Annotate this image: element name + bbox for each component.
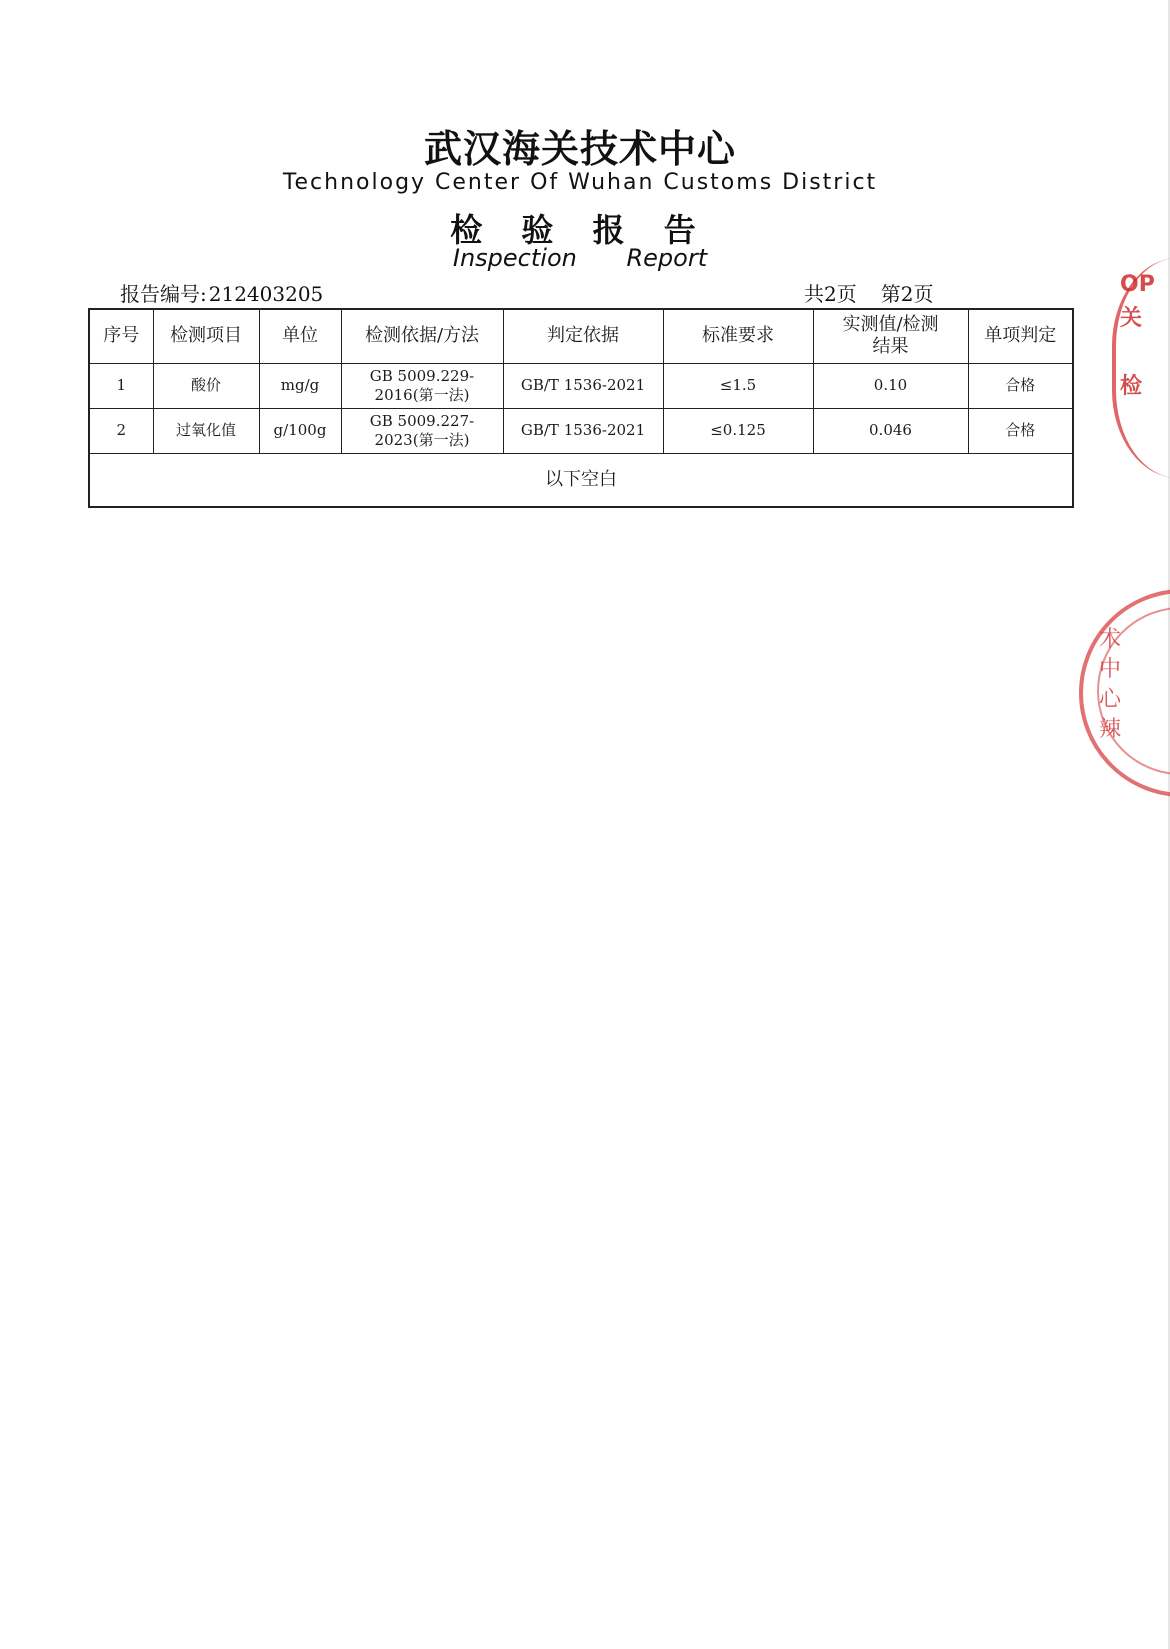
column-header: 检测项目 — [153, 309, 259, 363]
report-title-en: Inspection Report — [452, 244, 708, 272]
table-cell: 合格 — [968, 408, 1073, 453]
official-seal-partial-bottom: 术 中 心 辣 — [1075, 585, 1170, 800]
report-number — [118, 278, 323, 307]
column-header: 单位 — [259, 309, 341, 363]
column-header: 序号 — [89, 309, 153, 363]
organization-name-en: Technology Center Of Wuhan Customs District — [282, 170, 878, 195]
blank-note: 以下空白 — [89, 453, 1073, 507]
current-page: 第2页 — [880, 282, 934, 306]
column-header: 单项判定 — [968, 309, 1073, 363]
organization-name-cn: 武汉海关技术中心 — [423, 127, 736, 171]
table-cell: 1 — [89, 363, 153, 408]
report-number-label: 报告编号: — [120, 282, 207, 306]
table-cell: 酸价 — [153, 363, 259, 408]
blank-note-row — [89, 453, 1073, 507]
table-cell: GB 5009.227-2023(第一法) — [341, 408, 503, 453]
table-cell: GB 5009.229-2016(第一法) — [341, 363, 503, 408]
official-seal-partial-top: OP 关 检 — [1108, 258, 1170, 478]
page-count — [804, 278, 933, 307]
table-row — [89, 363, 1073, 408]
table-cell: ≤0.125 — [663, 408, 813, 453]
table-cell: GB/T 1536-2021 — [503, 363, 663, 408]
table-cell: GB/T 1536-2021 — [503, 408, 663, 453]
table-cell: ≤1.5 — [663, 363, 813, 408]
results-table — [88, 308, 1074, 508]
table-header-row — [89, 309, 1073, 363]
table-cell: 过氧化值 — [153, 408, 259, 453]
table-cell: 合格 — [968, 363, 1073, 408]
table-cell: g/100g — [259, 408, 341, 453]
column-header: 检测依据/方法 — [341, 309, 503, 363]
total-pages: 共2页 — [804, 282, 857, 306]
table-cell: 0.046 — [813, 408, 968, 453]
column-header: 标准要求 — [663, 309, 813, 363]
table-cell: 2 — [89, 408, 153, 453]
table-cell: mg/g — [259, 363, 341, 408]
column-header: 判定依据 — [503, 309, 663, 363]
report-title-cn: 检 验 报 告 — [450, 211, 710, 249]
table-row — [89, 408, 1073, 453]
column-header: 实测值/检测结果 — [813, 309, 968, 363]
report-number-value: 212403205 — [208, 282, 324, 306]
table-cell: 0.10 — [813, 363, 968, 408]
